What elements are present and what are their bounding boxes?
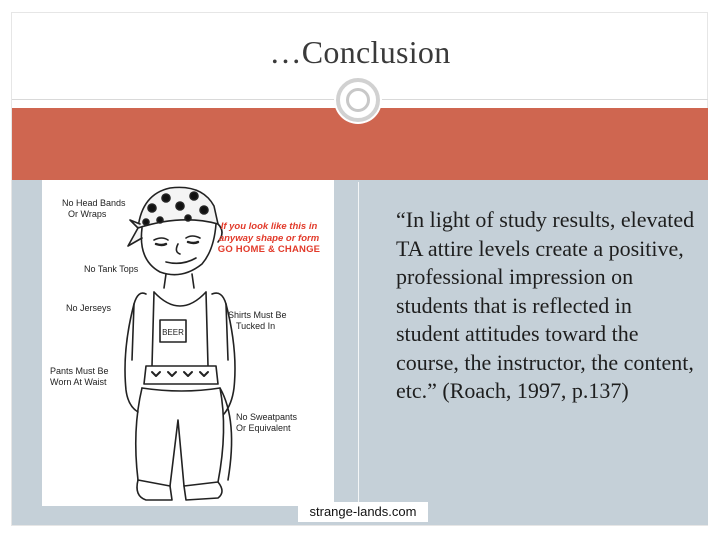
column-divider [358, 182, 359, 502]
label-shirts-tucked: Shirts Must Be Tucked In [228, 310, 287, 331]
label-pants-waist: Pants Must Be Worn At Waist [50, 366, 109, 387]
cup-label: BEER [162, 328, 184, 337]
label-jerseys: No Jerseys [66, 303, 112, 313]
ring-ornament-icon [336, 78, 380, 122]
image-credit: strange-lands.com [298, 502, 428, 522]
label-sweatpants: No Sweatpants Or Equivalent [236, 412, 298, 433]
quote-text: “In light of study results, elevated TA attire levels create a positive, professional impression on students that is reflected in student attitudes toward the course, the instructor, the content, etc.” (Roach, 1997, p.137) [396, 207, 695, 403]
label-head-bands: No Head Bands Or Wraps [62, 198, 126, 219]
slide-title: …Conclusion [269, 34, 451, 70]
cartoon-warning: If you look like this in anyway shape or form GO HOME & CHANGE [217, 221, 321, 255]
label-tank-tops: No Tank Tops [84, 264, 139, 274]
